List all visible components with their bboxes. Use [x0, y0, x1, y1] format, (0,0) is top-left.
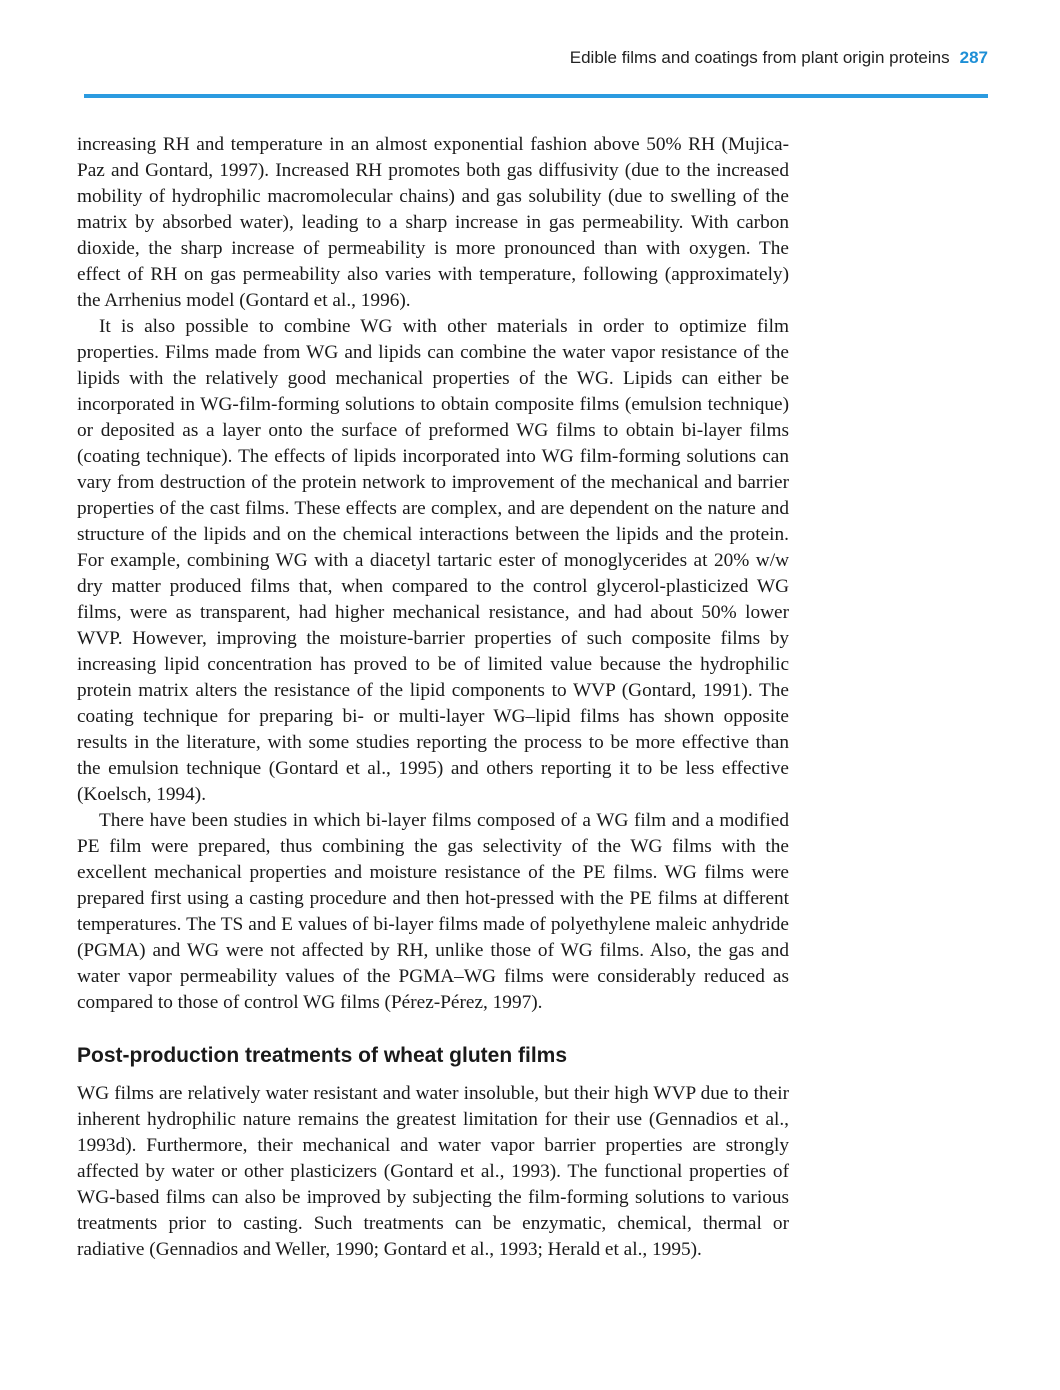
page-number: 287: [959, 48, 988, 67]
paragraph-1: increasing RH and temperature in an almost exponential fashion above 50% RH (Mujica-Paz and Gontard, 1997). Increased RH promotes both gas diffusivity (due to the increased mobility of hydrophilic macromolecular chains) and gas solubility (due to swelling of the matrix by absorbed water), leading to a sharp increase in gas permeability. With carbon dioxide, the sharp increase of permeability is more pronounced than with oxygen. The effect of RH on gas permeability also varies with temperature, following (approximately) the Arrhenius model (Gontard et al., 1996).: [77, 134, 789, 311]
header-rule: [84, 94, 988, 98]
body-text: [77, 132, 789, 1263]
running-head: [570, 48, 988, 68]
paragraph-3: There have been studies in which bi-layer films composed of a WG film and a modified PE film were prepared, thus combining the gas selectivity of the WG films with the excellent mechanical properties and moisture resistance of the PE films. WG films were prepared first using a casting procedure and then hot-pressed with the PE films at different temperatures. The TS and E values of bi-layer films made of polyethylene maleic anhydride (PGMA) and WG were not affected by RH, unlike those of WG films. Also, the gas and water vapor permeability values of the PGMA–WG films were considerably reduced as compared to those of control WG films (Pérez-Pérez, 1997).: [77, 810, 789, 1013]
paragraph-2: It is also possible to combine WG with other materials in order to optimize film properties. Films made from WG and lipids can combine the water vapor resistance of the lipids with the relatively good mechanical properties of the WG. Lipids can either be incorporated in WG-film-forming solutions to obtain composite films (emulsion technique) or deposited as a layer onto the surface of preformed WG films to obtain bi-layer films (coating technique). The effects of lipids incorporated into WG film-forming solutions can vary from destruction of the protein network to improvement of the mechanical and barrier properties of the cast films. These effects are complex, and are dependent on the nature and structure of the lipids and on the chemical interactions between the lipids and the protein. For example, combining WG with a diacetyl tartaric ester of monoglycerides at 20% w/w dry matter produced films that, when compared to the control glycerol-plasticized WG films, were as transparent, had higher mechanical resistance, and had about 50% lower WVP. However, improving the moisture-barrier properties of such composite films by increasing lipid concentration has proved to be of limited value because the hydrophilic protein matrix alters the resistance of the lipid components to WVP (Gontard, 1991). The coating technique for preparing bi- or multi-layer WG–lipid films has shown opposite results in the literature, with some studies reporting the process to be more effective than the emulsion technique (Gontard et al., 1995) and others reporting it to be less effective (Koelsch, 1994).: [77, 316, 789, 805]
section-heading: Post-production treatments of wheat gluten films: [77, 1044, 568, 1067]
running-title: Edible films and coatings from plant origin proteins: [569, 48, 950, 67]
paragraph-4: WG films are relatively water resistant and water insoluble, but their high WVP due to their inherent hydrophilic nature remains the greatest limitation for their use (Gennadios et al., 1993d). Furthermore, their mechanical and water vapor barrier properties are strongly affected by water or other plasticizers (Gontard et al., 1993). The functional properties of WG-based films can also be improved by subjecting the film-forming solutions to various treatments prior to casting. Such treatments can be enzymatic, chemical, thermal or radiative (Gennadios and Weller, 1990; Gontard et al., 1993; Herald et al., 1995).: [77, 1083, 789, 1260]
